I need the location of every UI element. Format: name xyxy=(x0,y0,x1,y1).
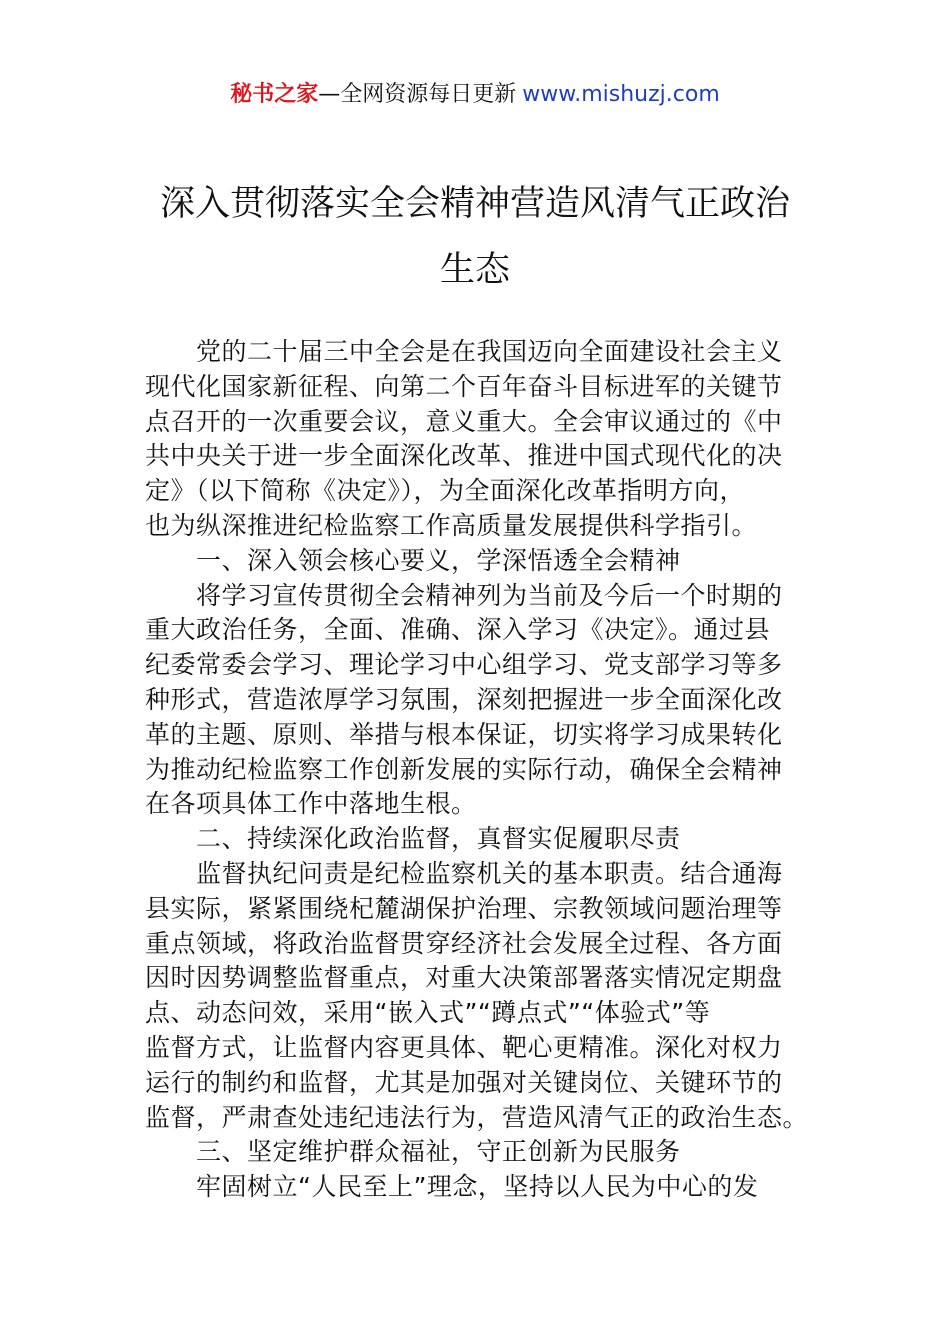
paragraph-line: 种形式，营造浓厚学习氛围，深刻把握进一步全面深化改 xyxy=(145,684,783,714)
paragraph-line: 监督执纪问责是纪检监察机关的基本职责。结合通海 xyxy=(196,858,783,888)
section-heading-3: 三、坚定维护群众福祉，守正创新为民服务 xyxy=(196,1137,681,1167)
paragraph-line: 县实际，紧紧围绕杞麓湖保护治理、宗教领域问题治理等 xyxy=(145,893,783,923)
paragraph-line: 也为纵深推进纪检监察工作高质量发展提供科学指引。 xyxy=(145,510,758,540)
paragraph-line: 共中央关于进一步全面深化改革、推进中国式现代化的决 xyxy=(145,441,783,471)
paragraph-line: 现代化国家新征程、向第二个百年奋斗目标进军的关键节 xyxy=(145,371,783,401)
paragraph-line: 重大政治任务，全面、准确、深入学习《决定》。通过县 xyxy=(145,615,771,645)
paragraph-line: 点、动态问效，采用“嵌入式”“蹲点式”“体验式”等 xyxy=(145,998,711,1028)
paragraph-line: 重点领域，将政治监督贯穿经济社会发展全过程、各方面 xyxy=(145,928,783,958)
site-brand: 秘书之家 xyxy=(230,82,319,107)
paragraph-line: 将学习宣传贯彻全会精神列为当前及今后一个时期的 xyxy=(196,580,783,610)
document-title-line-1: 深入贯彻落实全会精神营造风清气正政治 xyxy=(159,184,790,224)
paragraph-line: 纪委常委会学习、理论学习中心组学习、党支部学习等多 xyxy=(145,650,783,680)
site-tagline: —全网资源每日更新 xyxy=(318,82,517,107)
paragraph-line: 在各项具体工作中落地生根。 xyxy=(145,789,477,819)
section-heading-1: 一、深入领会核心要义，学深悟透全会精神 xyxy=(196,545,681,575)
paragraph-line: 监督方式，让监督内容更具体、靶心更精准。深化对权力 xyxy=(145,1032,783,1062)
paragraph-line: 点召开的一次重要会议，意义重大。全会审议通过的《中 xyxy=(145,406,783,436)
document-title-line-2: 生态 xyxy=(439,250,510,290)
site-url-link[interactable]: www.mishuzj.com xyxy=(522,82,720,107)
paragraph-line: 定》（以下简称《决定》），为全面深化改革指明方向， xyxy=(145,476,746,506)
section-heading-2: 二、持续深化政治监督，真督实促履职尽责 xyxy=(196,824,681,854)
paragraph-line: 革的主题、原则、举措与根本保证，切实将学习成果转化 xyxy=(145,719,783,749)
paragraph-line: 为推动纪检监察工作创新发展的实际行动，确保全会精神 xyxy=(145,754,783,784)
site-header xyxy=(0,80,950,110)
paragraph-line: 监督，严肃查处违纪违法行为，营造风清气正的政治生态。 xyxy=(145,1102,809,1132)
paragraph-line: 运行的制约和监督，尤其是加强对关键岗位、关键环节的 xyxy=(145,1067,783,1097)
paragraph-line: 党的二十届三中全会是在我国迈向全面建设社会主义 xyxy=(196,337,783,366)
paragraph-line: 因时因势调整监督重点，对重大决策部署落实情况定期盘 xyxy=(145,963,783,993)
paragraph-line: 牢固树立“人民至上”理念，坚持以人民为中心的发 xyxy=(196,1172,759,1202)
document-body xyxy=(145,335,810,1205)
